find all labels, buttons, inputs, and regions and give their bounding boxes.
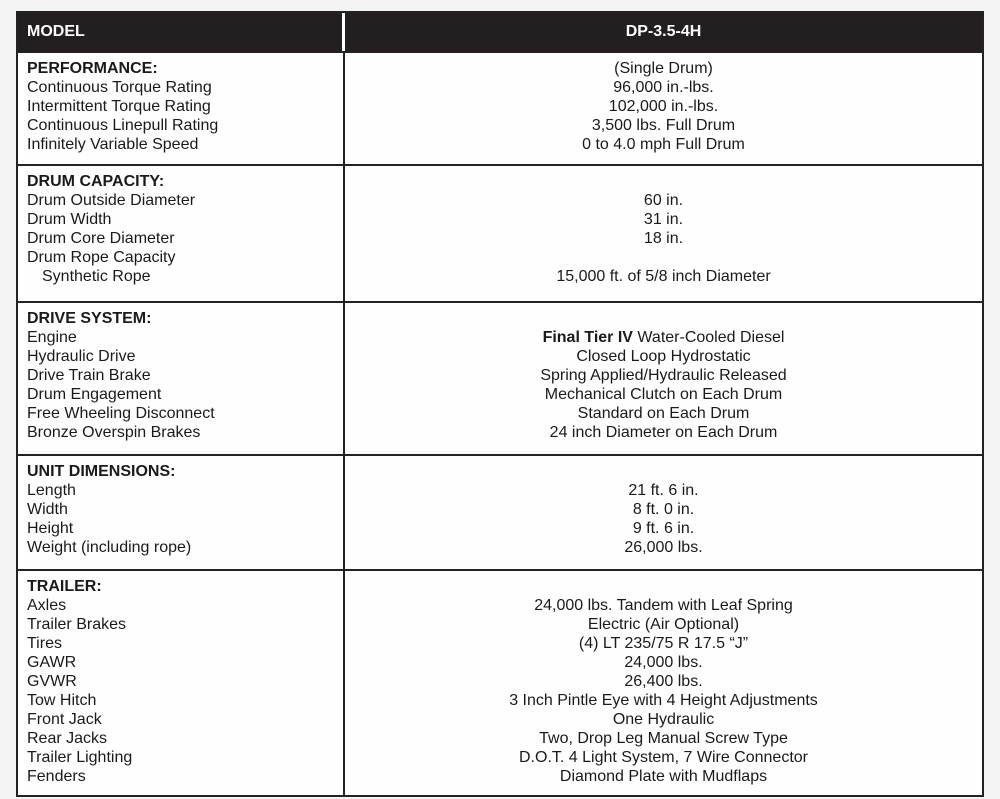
spec-row [18, 481, 982, 500]
spec-label: Trailer Lighting [27, 749, 133, 766]
spec-value-cell [345, 116, 982, 135]
spec-label: Width [27, 501, 68, 518]
section-title-value [345, 172, 982, 191]
spec-row [18, 710, 982, 729]
spec-label: Fenders [27, 768, 86, 785]
spec-value-cell [345, 710, 982, 729]
spec-row [18, 653, 982, 672]
spec-label: GAWR [27, 654, 77, 671]
spec-value-cell [345, 653, 982, 672]
spec-value-cell [345, 210, 982, 229]
spec-label: Intermittent Torque Rating [27, 98, 211, 115]
spec-label: Axles [27, 597, 67, 614]
spec-row [18, 767, 982, 786]
spec-value-cell [345, 385, 982, 404]
spec-row [18, 596, 982, 615]
spec-label: Continuous Linepull Rating [27, 117, 219, 134]
spec-value: 24,000 lbs. Tandem with Leaf Spring [534, 597, 793, 614]
spec-value: 24 inch Diameter on Each Drum [549, 424, 778, 441]
spec-value-cell [345, 500, 982, 519]
spec-label: Drum Outside Diameter [27, 192, 196, 209]
spec-value-cell [345, 423, 982, 442]
section-title-row [18, 172, 982, 191]
spec-row [18, 672, 982, 691]
spec-row [18, 135, 982, 154]
spec-value: 102,000 in.-lbs. [608, 98, 719, 115]
spec-table [16, 11, 984, 797]
spec-value-cell [345, 78, 982, 97]
spec-row [18, 191, 982, 210]
spec-value: Two, Drop Leg Manual Screw Type [539, 730, 788, 747]
spec-value: Standard on Each Drum [577, 405, 750, 422]
section-title-row [18, 577, 982, 596]
spec-row [18, 347, 982, 366]
spec-label: Length [27, 482, 76, 499]
spec-label: GVWR [27, 673, 77, 690]
section-title: UNIT DIMENSIONS: [27, 463, 176, 480]
spec-label: Continuous Torque Rating [27, 79, 212, 96]
spec-value: One Hydraulic [612, 711, 715, 728]
spec-value-cell [345, 481, 982, 500]
spec-value: 18 in. [643, 230, 684, 247]
spec-value: 26,000 lbs. [624, 539, 703, 556]
spec-value: Electric (Air Optional) [587, 616, 740, 633]
spec-value: 3,500 lbs. Full Drum [591, 117, 736, 134]
spec-value: 21 ft. 6 in. [628, 482, 699, 499]
spec-row [18, 210, 982, 229]
spec-value-cell [345, 691, 982, 710]
spec-value: 0 to 4.0 mph Full Drum [582, 136, 745, 153]
spec-row [18, 366, 982, 385]
spec-row [18, 423, 982, 442]
spec-value: 31 in. [643, 211, 684, 228]
spec-row [18, 500, 982, 519]
spec-value-cell [345, 519, 982, 538]
spec-label: Drum Rope Capacity [27, 249, 176, 266]
spec-row [18, 519, 982, 538]
spec-label: Drive Train Brake [27, 367, 151, 384]
spec-value-cell [345, 748, 982, 767]
section-title: TRAILER: [27, 578, 102, 595]
spec-label: Free Wheeling Disconnect [27, 405, 215, 422]
spec-value-cell [345, 135, 982, 154]
spec-label: Bronze Overspin Brakes [27, 424, 201, 441]
section-title-value [345, 309, 982, 328]
spec-value-bold: Final Tier IV [542, 329, 633, 346]
spec-label: Tires [27, 635, 62, 652]
spec-row [18, 267, 982, 286]
spec-label: Tow Hitch [27, 692, 97, 709]
spec-value-cell [345, 366, 982, 385]
spec-value-rest: Water-Cooled Diesel [632, 329, 785, 346]
spec-value-cell [345, 347, 982, 366]
spec-value: D.O.T. 4 Light System, 7 Wire Connector [519, 749, 808, 766]
spec-row [18, 78, 982, 97]
section-title-value: (Single Drum) [614, 60, 713, 77]
spec-section [18, 164, 982, 301]
spec-label: Synthetic Rope [42, 268, 151, 285]
section-title-value [345, 577, 982, 596]
spec-value: 15,000 ft. of 5/8 inch Diameter [556, 268, 771, 285]
spec-label: Trailer Brakes [27, 616, 126, 633]
section-title-row [18, 309, 982, 328]
spec-value: 96,000 in.-lbs. [613, 79, 714, 96]
spec-value-cell [345, 634, 982, 653]
spec-value-cell [345, 404, 982, 423]
spec-value: 24,000 lbs. [624, 654, 703, 671]
spec-row [18, 634, 982, 653]
spec-value-cell [345, 538, 982, 557]
spec-section [18, 51, 982, 164]
spec-value-cell [345, 97, 982, 116]
spec-label: Drum Core Diameter [27, 230, 175, 247]
section-title-value [345, 462, 982, 481]
spec-value-cell [345, 615, 982, 634]
table-header [18, 13, 982, 51]
section-title: DRUM CAPACITY: [27, 173, 165, 190]
spec-label: Rear Jacks [27, 730, 108, 747]
spec-row [18, 385, 982, 404]
spec-value: Closed Loop Hydrostatic [576, 348, 751, 365]
model-label: MODEL [18, 13, 345, 51]
spec-value: 26,400 lbs. [624, 673, 703, 690]
spec-row [18, 328, 982, 347]
spec-section [18, 454, 982, 569]
spec-row [18, 248, 982, 267]
spec-value-cell [345, 672, 982, 691]
spec-value: 60 in. [643, 192, 684, 209]
spec-value: 9 ft. 6 in. [632, 520, 695, 537]
spec-label: Drum Engagement [27, 386, 162, 403]
spec-label: Drum Width [27, 211, 112, 228]
model-value: DP-3.5-4H [625, 23, 702, 40]
spec-value-cell [345, 596, 982, 615]
spec-label: Infinitely Variable Speed [27, 136, 199, 153]
spec-row [18, 404, 982, 423]
spec-value-cell [345, 229, 982, 248]
spec-value: Mechanical Clutch on Each Drum [544, 386, 783, 403]
spec-label: Height [27, 520, 74, 537]
section-title-row [18, 462, 982, 481]
spec-value: Spring Applied/Hydraulic Released [540, 367, 787, 384]
spec-row [18, 116, 982, 135]
spec-label: Front Jack [27, 711, 102, 728]
spec-value-cell [345, 729, 982, 748]
spec-row [18, 748, 982, 767]
spec-value: Diamond Plate with Mudflaps [559, 768, 768, 785]
section-title-row [18, 59, 982, 78]
spec-value-cell [345, 248, 982, 267]
spec-row [18, 97, 982, 116]
spec-value-cell [345, 191, 982, 210]
spec-label: Engine [27, 329, 77, 346]
spec-value: (4) LT 235/75 R 17.5 “J” [578, 635, 749, 652]
spec-row [18, 615, 982, 634]
spec-section [18, 301, 982, 454]
spec-value-cell [345, 267, 982, 286]
spec-label: Weight (including rope) [27, 539, 192, 556]
spec-section [18, 569, 982, 795]
spec-row [18, 538, 982, 557]
section-title: DRIVE SYSTEM: [27, 310, 152, 327]
spec-value-cell [345, 328, 982, 347]
spec-row [18, 691, 982, 710]
spec-value: 3 Inch Pintle Eye with 4 Height Adjustments [509, 692, 818, 709]
spec-row [18, 229, 982, 248]
spec-row [18, 729, 982, 748]
spec-value-cell [345, 767, 982, 786]
section-title: PERFORMANCE: [27, 60, 158, 77]
spec-value: 8 ft. 0 in. [632, 501, 695, 518]
spec-label: Hydraulic Drive [27, 348, 136, 365]
